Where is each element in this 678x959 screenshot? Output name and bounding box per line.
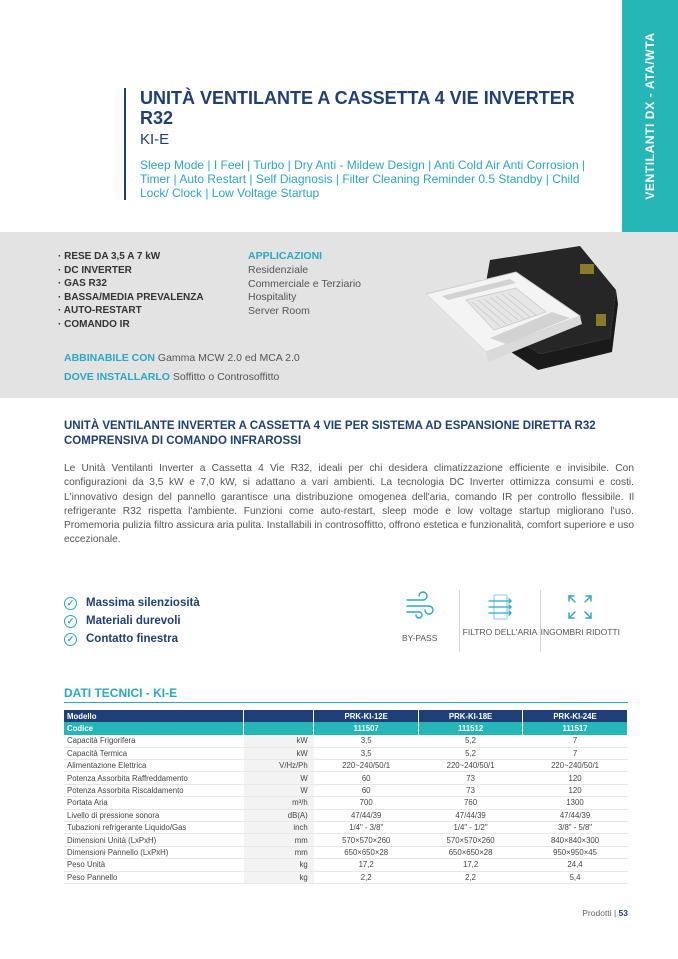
page-number: 53 bbox=[618, 908, 628, 918]
row-unit: inch bbox=[244, 822, 314, 834]
feature-bypass-label: BY-PASS bbox=[401, 633, 438, 643]
row-unit: mm bbox=[244, 834, 314, 846]
application-item: Residenziale bbox=[248, 264, 309, 276]
row-value: 73 bbox=[419, 772, 523, 784]
spec-item: · BASSA/MEDIA PREVALENZA bbox=[58, 291, 204, 305]
benefit-item: ✓ Contatto finestra bbox=[64, 630, 200, 648]
row-label: Alimentazione Elettrica bbox=[64, 760, 244, 772]
row-value: 47/44/39 bbox=[523, 809, 628, 821]
feature-icons-row bbox=[380, 590, 620, 652]
row-unit: mm bbox=[244, 846, 314, 858]
row-label: Peso Unità bbox=[64, 859, 244, 871]
application-item: Server Room bbox=[248, 304, 310, 317]
code-header-row bbox=[64, 722, 628, 734]
check-circle-icon: ✓ bbox=[64, 633, 77, 646]
row-value: 5,2 bbox=[419, 735, 523, 747]
row-label: Dimensioni Unità (LxPxH) bbox=[64, 834, 244, 846]
row-value: 24,4 bbox=[523, 859, 628, 871]
row-value: 1/4" - 1/2" bbox=[419, 822, 523, 834]
check-circle-icon: ✓ bbox=[64, 597, 77, 610]
row-value: 2,2 bbox=[419, 871, 523, 883]
row-value: 3,5 bbox=[314, 747, 419, 759]
row-label: Portata Aria bbox=[64, 797, 244, 809]
row-label: Peso Pannello bbox=[64, 871, 244, 883]
compatibility-label: ABBINABILE CON bbox=[64, 352, 155, 364]
spec-item: · AUTO-RESTART bbox=[58, 304, 204, 318]
table-row bbox=[64, 760, 628, 772]
technical-data-rule bbox=[64, 702, 628, 703]
row-value: 120 bbox=[523, 772, 628, 784]
product-description: Le Unità Ventilanti Inverter a Cassetta 4 Vie R32, ideali per chi desidera climatizzazione efficiente e invisibile. Con configurazioni da 3,5 kW e 7,0 kW, si adattano a vari ambienti. La tecnologia DC Inverter ottimizza consumi e costi. L'innovativo design del pannello garantisce una distribuzione omogenea dell'aria, comando IR per controllo flessibile. Il refrigerante R32 rispetta l'ambiente. Funzioni come auto-restart, sleep mode e low voltage startup migliorano l'uso. Promemoria pulizia filtro assicura aria pulita. Installabili in controsoffitto, offrono estetica e funzionalità, comfort superiore e uso eccezionale. bbox=[64, 463, 634, 546]
row-value: 7 bbox=[523, 735, 628, 747]
benefit-item: ✓ Materiali durevoli bbox=[64, 612, 200, 630]
application-item: Commerciale e Terziario bbox=[248, 277, 362, 290]
row-value: 120 bbox=[523, 784, 628, 796]
table-row bbox=[64, 809, 628, 821]
table-row bbox=[64, 747, 628, 759]
code-label: Codice bbox=[64, 722, 244, 734]
footer-separator: | bbox=[613, 908, 617, 918]
table-row bbox=[64, 735, 628, 747]
row-value: 650×650×28 bbox=[314, 846, 419, 858]
table-row bbox=[64, 859, 628, 871]
row-unit: V/Hz/Ph bbox=[244, 760, 314, 772]
installation-label: DOVE INSTALLARLO bbox=[64, 371, 170, 383]
applications-list bbox=[248, 264, 361, 318]
row-label: Potenza Assorbita Raffreddamento bbox=[64, 772, 244, 784]
table-row bbox=[64, 822, 628, 834]
row-value: 3/8" - 5/8" bbox=[523, 822, 628, 834]
row-unit: W bbox=[244, 784, 314, 796]
model-header-row bbox=[64, 710, 628, 722]
row-value: 17,2 bbox=[419, 859, 523, 871]
row-label: Dimensioni Pannello (LxPxH) bbox=[64, 846, 244, 858]
row-value: 47/44/39 bbox=[314, 809, 419, 821]
row-value: 60 bbox=[314, 784, 419, 796]
compact-size-icon bbox=[563, 590, 597, 624]
feature-list: Sleep Mode | I Feel | Turbo | Dry Anti - Mildew Design | Anti Cold Air Anti Corrosion | Timer | Auto Restart | Self Diagnosis | Filter Cleaning Reminder 0.5 Standby | Child Lock/ Clock | Low Voltage Startup bbox=[140, 158, 586, 200]
row-label: Livello di pressione sonora bbox=[64, 809, 244, 821]
row-value: 220~240/50/1 bbox=[523, 760, 628, 772]
technical-data-title: DATI TECNICI - KI-E bbox=[64, 686, 178, 700]
table-row bbox=[64, 871, 628, 883]
row-unit: kg bbox=[244, 871, 314, 883]
row-unit: W bbox=[244, 772, 314, 784]
model-name: PRK-KI-12E bbox=[314, 710, 419, 722]
table-row bbox=[64, 834, 628, 846]
row-value: 840×840×300 bbox=[523, 834, 628, 846]
compatibility-line bbox=[64, 352, 300, 364]
spec-list bbox=[58, 250, 204, 332]
row-value: 760 bbox=[419, 797, 523, 809]
spec-item: · DC INVERTER bbox=[58, 264, 204, 278]
installation-line bbox=[64, 371, 279, 383]
model-subtitle: KI-E bbox=[140, 131, 170, 148]
benefit-list bbox=[64, 594, 200, 648]
table-row bbox=[64, 846, 628, 858]
row-value: 950×950×45 bbox=[523, 846, 628, 858]
check-circle-icon: ✓ bbox=[64, 615, 77, 628]
page-title: UNITÀ VENTILANTE A CASSETTA 4 VIE INVERTER R32 bbox=[140, 88, 575, 128]
feature-air-filter bbox=[459, 590, 539, 652]
row-unit: dB(A) bbox=[244, 809, 314, 821]
spec-item: · COMANDO IR bbox=[58, 318, 204, 332]
product-code: 111512 bbox=[419, 722, 523, 734]
row-value: 570×570×260 bbox=[419, 834, 523, 846]
page-footer bbox=[582, 908, 628, 918]
model-name: PRK-KI-24E bbox=[523, 710, 628, 722]
row-value: 60 bbox=[314, 772, 419, 784]
footer-label: Prodotti bbox=[582, 908, 612, 918]
feature-bypass bbox=[380, 590, 459, 652]
product-code: 111517 bbox=[523, 722, 628, 734]
row-value: 1300 bbox=[523, 797, 628, 809]
title-accent-bar bbox=[124, 88, 126, 200]
bypass-icon bbox=[403, 590, 437, 624]
side-category-tab bbox=[622, 0, 678, 232]
benefit-item: ✓ Massima silenziosità bbox=[64, 594, 200, 612]
application-item: Hospitality bbox=[248, 291, 297, 304]
row-value: 650×650×28 bbox=[419, 846, 523, 858]
row-label: Tubazioni refrigerante Liquido/Gas bbox=[64, 822, 244, 834]
side-category-label: VENTILANTI DX - ATA/WTA bbox=[643, 32, 657, 200]
spec-item: · GAS R32 bbox=[58, 277, 204, 291]
model-label: Modello bbox=[64, 710, 244, 722]
model-name: PRK-KI-18E bbox=[419, 710, 523, 722]
table-row bbox=[64, 772, 628, 784]
row-value: 1/4" - 3/8" bbox=[314, 822, 419, 834]
row-value: 5,2 bbox=[419, 747, 523, 759]
row-unit: kW bbox=[244, 747, 314, 759]
row-unit: m³/h bbox=[244, 797, 314, 809]
row-value: 700 bbox=[314, 797, 419, 809]
feature-compact-size-label: INGOMBRI RIDOTTI bbox=[540, 627, 620, 637]
row-value: 5,4 bbox=[523, 871, 628, 883]
row-value: 47/44/39 bbox=[419, 809, 523, 821]
row-unit: kg bbox=[244, 859, 314, 871]
row-value: 220~240/50/1 bbox=[419, 760, 523, 772]
row-value: 3,5 bbox=[314, 735, 419, 747]
section-title: UNITÀ VENTILANTE INVERTER A CASSETTA 4 VIE PER SISTEMA AD ESPANSIONE DIRETTA R32 COMPRENSIVA DI COMANDO INFRAROSSI bbox=[64, 420, 596, 447]
row-label: Capacità Termica bbox=[64, 747, 244, 759]
table-row bbox=[64, 797, 628, 809]
row-value: 570×570×260 bbox=[314, 834, 419, 846]
air-filter-icon bbox=[483, 590, 517, 624]
row-unit: kW bbox=[244, 735, 314, 747]
technical-data-table bbox=[64, 710, 628, 884]
row-label: Capacità Frigorifera bbox=[64, 735, 244, 747]
row-value: 73 bbox=[419, 784, 523, 796]
compatibility-value: Gamma MCW 2.0 ed MCA 2.0 bbox=[157, 352, 300, 364]
row-value: 7 bbox=[523, 747, 628, 759]
applications-title: APPLICAZIONI bbox=[248, 250, 323, 262]
row-value: 17,2 bbox=[314, 859, 419, 871]
row-label: Potenza Assorbita Riscaldamento bbox=[64, 784, 244, 796]
feature-compact-size bbox=[540, 590, 620, 652]
row-value: 2,2 bbox=[314, 871, 419, 883]
feature-air-filter-label: FILTRO DELL'ARIA bbox=[462, 627, 538, 637]
installation-value: Soffitto o Controsoffitto bbox=[172, 371, 280, 383]
table-row bbox=[64, 784, 628, 796]
product-code: 111507 bbox=[314, 722, 419, 734]
spec-item: · RESE DA 3,5 A 7 kW bbox=[58, 250, 204, 264]
cassette-unit-image bbox=[420, 242, 620, 394]
row-value: 220~240/50/1 bbox=[314, 760, 419, 772]
